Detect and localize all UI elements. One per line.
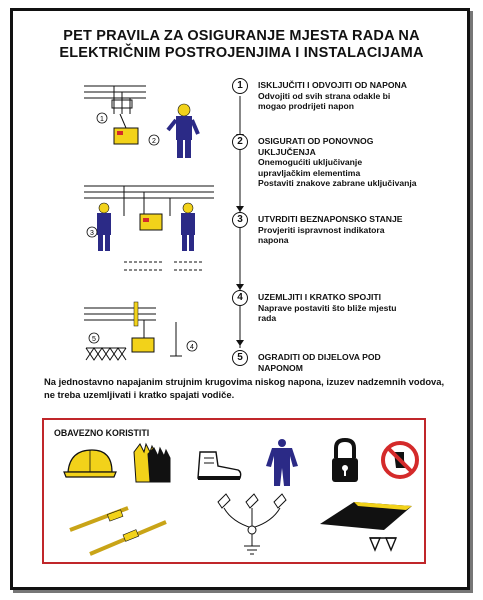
insulating-mat-icon xyxy=(314,494,418,558)
callout-5-label: 5 xyxy=(92,336,96,343)
gloves-icon xyxy=(128,438,176,486)
step-desc-line: rada xyxy=(258,313,277,323)
sign-title xyxy=(0,28,483,62)
padlock-icon xyxy=(328,438,362,484)
step-title: OSIGURATI OD PONOVNOG UKLJUČENJA xyxy=(258,136,374,157)
grounding-clamps-icon xyxy=(212,492,296,558)
step-title: UZEMLJITI I KRATKO SPOJITI xyxy=(258,292,382,302)
title-line-1: PET PRAVILA ZA OSIGURANJE MJESTA RADA NA xyxy=(63,28,420,44)
title-line-2: ELEKTRIČNIM POSTROJENJIMA I INSTALACIJAMA xyxy=(59,45,424,61)
step-desc-line: Onemogućiti uključivanje xyxy=(258,157,363,167)
callout-3-label: 3 xyxy=(90,230,94,237)
mandatory-equipment-box xyxy=(42,418,426,564)
coverall-icon xyxy=(264,438,300,488)
illustration-earthing xyxy=(84,302,197,360)
low-voltage-note: Na jednostavno napajanim strujnim krugovima niskog napona, izuzev nadzemnih vodova, ne treba uzemljivati i kratko spajati vodiče. xyxy=(44,376,445,400)
step-number: 1 xyxy=(232,78,248,94)
illustration-verify xyxy=(84,186,214,270)
safety-boot-icon xyxy=(192,448,244,482)
callout-2-label: 2 xyxy=(152,138,156,145)
step-number: 4 xyxy=(232,290,248,306)
step-number: 5 xyxy=(232,350,248,366)
step-number: 3 xyxy=(232,212,248,228)
callout-1-label: 1 xyxy=(100,116,104,123)
step-desc-line: napona xyxy=(258,235,289,245)
step-desc-line: Naprave postaviti što bliže mjestu xyxy=(258,302,397,313)
voltage-tester-icon xyxy=(66,496,176,556)
step-number: 2 xyxy=(232,134,248,150)
step-title: ISKLJUČITI I ODVOJITI OD NAPONA xyxy=(258,80,407,90)
helmet-icon xyxy=(62,442,118,482)
illustration-disconnect xyxy=(84,86,198,158)
step-desc-line: mogao prodrijeti napon xyxy=(258,101,354,111)
step-desc-line: upravljačkim elementima xyxy=(258,167,361,178)
mandatory-label: OBAVEZNO KORISTITI xyxy=(54,428,150,438)
step-title: UTVRDITI BEZNAPONSKO STANJE xyxy=(258,214,403,224)
procedure-illustrations xyxy=(84,78,224,368)
step-title: OGRADITI OD DIJELOVA POD NAPONOM xyxy=(258,352,381,373)
step-desc-line: Provjeriti ispravnost indikatora xyxy=(258,224,385,235)
step-desc-line: Postaviti znakove zabrane uključivanja xyxy=(258,178,417,188)
no-switching-icon xyxy=(380,440,420,480)
step-desc-line: Odvojiti od svih strana odakle bi xyxy=(258,90,391,101)
callout-4-label: 4 xyxy=(190,344,194,351)
